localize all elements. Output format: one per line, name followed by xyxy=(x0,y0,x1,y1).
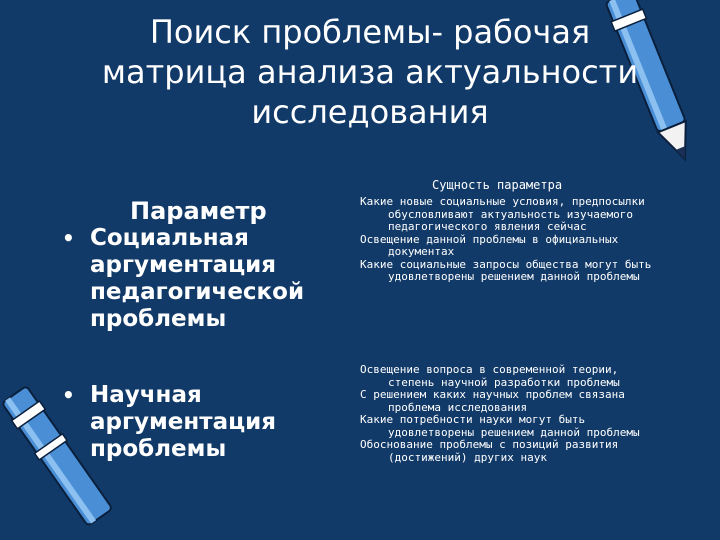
essence-group-scientific xyxy=(360,364,660,464)
bullet-text: Научная аргументация проблемы xyxy=(90,382,277,462)
essence-item: Освещение данной проблемы в официальных документах xyxy=(360,232,619,258)
essence-item: С решением каких научных проблем связана проблема исследования xyxy=(360,388,625,414)
essence-item: Обоснование проблемы с позиций развития (достижений) других наук xyxy=(360,438,619,464)
essence-item: Какие потребности науки могут быть удовлетворены решением данной проблемы xyxy=(360,413,640,439)
title-line: матрица анализа актуальности xyxy=(101,53,639,91)
essence-item: Освещение вопроса в современной теории, степень научной разработки проблемы xyxy=(360,363,620,389)
essence-item: Какие социальные запросы общества могут быть удовлетворены решением данной проблемы xyxy=(360,257,652,283)
parameter-header: Параметр xyxy=(130,197,267,225)
title-line: Поиск проблемы- рабочая xyxy=(149,13,591,51)
bullet-scientific xyxy=(60,382,320,463)
essence-item: Какие новые социальные условия, предпосылки обусловливают актуальность изучаемого педагогического явления сейчас xyxy=(360,195,645,233)
bullet-dot: • xyxy=(62,383,75,407)
essence-header: Сущность параметра xyxy=(432,178,563,192)
bullet-scientific-wrap xyxy=(60,382,320,463)
left-column xyxy=(60,198,350,333)
title-line: исследования xyxy=(251,93,489,131)
bullet-dot: • xyxy=(62,226,75,250)
bullet-social xyxy=(60,225,350,333)
slide-title xyxy=(100,12,640,132)
essence-group-social xyxy=(360,196,660,284)
bullet-text: Социальная аргументация педагогической проблемы xyxy=(90,225,305,332)
